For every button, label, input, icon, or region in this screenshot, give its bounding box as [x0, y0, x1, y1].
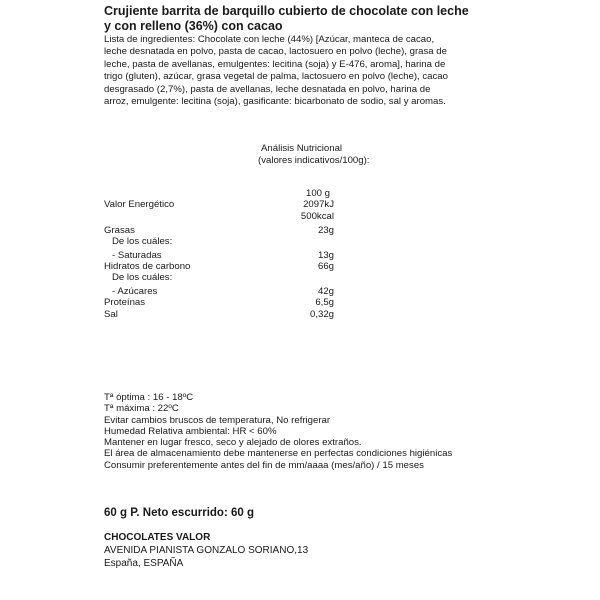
net-weight: 60 g P. Neto escurrido: 60 g	[104, 507, 254, 519]
company-info	[104, 531, 308, 571]
saturated-value: 13g	[317, 250, 334, 261]
fat-label: Grasas	[104, 225, 135, 236]
storage-line: Mantener en lugar fresco, seco y alejado de olores extraños.	[104, 437, 362, 449]
company-address: AVENIDA PIANISTA GONZALO SORIANO,13	[104, 545, 309, 557]
storage-line: Evitar cambios bruscos de temperatura, No refrigerar	[104, 414, 331, 426]
per-amount: 100 g	[305, 188, 330, 199]
storage-instructions	[104, 392, 504, 471]
nutrition-heading: Análisis Nutricional	[261, 143, 343, 154]
sugars-label: - Azúcares	[112, 286, 158, 297]
carbs-label: Hidratos de carbono	[104, 261, 191, 272]
of-which-label: De los cuáles:	[112, 272, 173, 283]
product-title	[104, 4, 504, 33]
fat-value: 23g	[317, 225, 334, 236]
storage-line: Humedad Relativa ambiental: HR < 60%	[104, 425, 277, 437]
company-name: CHOCOLATES VALOR	[104, 532, 211, 543]
sugars-value: 42g	[317, 286, 334, 297]
ingredients-line: arroz, emulgente: lecitina (soja), gasificante: bicarbonato de sodio, sal y aromas.	[104, 96, 446, 108]
protein-value: 6,5g	[315, 297, 334, 308]
nutrition-subheading: (valores indicativos/100g):	[258, 155, 370, 166]
salt-value: 0,32g	[309, 309, 334, 320]
energy-kcal: 500kcal	[300, 211, 334, 222]
ingredients-line: desgrasado (2,7%), pasta de avellanas, leche desnatada en polvo, harina de	[104, 83, 431, 95]
ingredients-line: leche desnatada en polvo, pasta de cacao, lactosuero en polvo (leche), grasa de	[104, 46, 447, 58]
storage-line: El área de almacenamiento debe mantenerse en perfectas condiciones higiénicas	[104, 448, 453, 460]
salt-label: Sal	[104, 309, 118, 320]
energy-kj: 2097kJ	[303, 199, 334, 210]
protein-label: Proteínas	[104, 297, 146, 308]
storage-line: Consumir preferentemente antes del fin de mm/aaaa (mes/año) / 15 meses	[104, 459, 424, 471]
ingredients-line: leche, pasta de avellanas, emulgentes: lecitina (soja) y E-476, aroma], harina de	[104, 58, 446, 70]
company-country: España, ESPAÑA	[104, 558, 184, 570]
product-label	[104, 0, 504, 600]
nutrition-heading-block	[258, 143, 369, 167]
carbs-value: 66g	[317, 261, 334, 272]
ingredients-line: Lista de ingredientes: Chocolate con leche (44%) [Azúcar, manteca de cacao,	[104, 34, 435, 45]
saturated-label: - Saturadas	[112, 250, 162, 261]
storage-line: Tª óptima : 16 - 18ºC	[104, 392, 194, 403]
energy-label: Valor Energético	[104, 199, 175, 210]
title-line-2: y con relleno (36%) con cacao	[104, 18, 283, 33]
storage-line: Tª máxima : 22ºC	[104, 403, 179, 415]
ingredients-list	[104, 34, 496, 108]
ingredients-line: trigo (gluten), azúcar, grasa vegetal de palma, lactosuero en polvo (leche), cacao	[104, 71, 448, 83]
title-line-1: Crujiente barrita de barquillo cubierto de chocolate con leche	[104, 4, 469, 18]
of-which-label: De los cuáles:	[112, 236, 173, 247]
